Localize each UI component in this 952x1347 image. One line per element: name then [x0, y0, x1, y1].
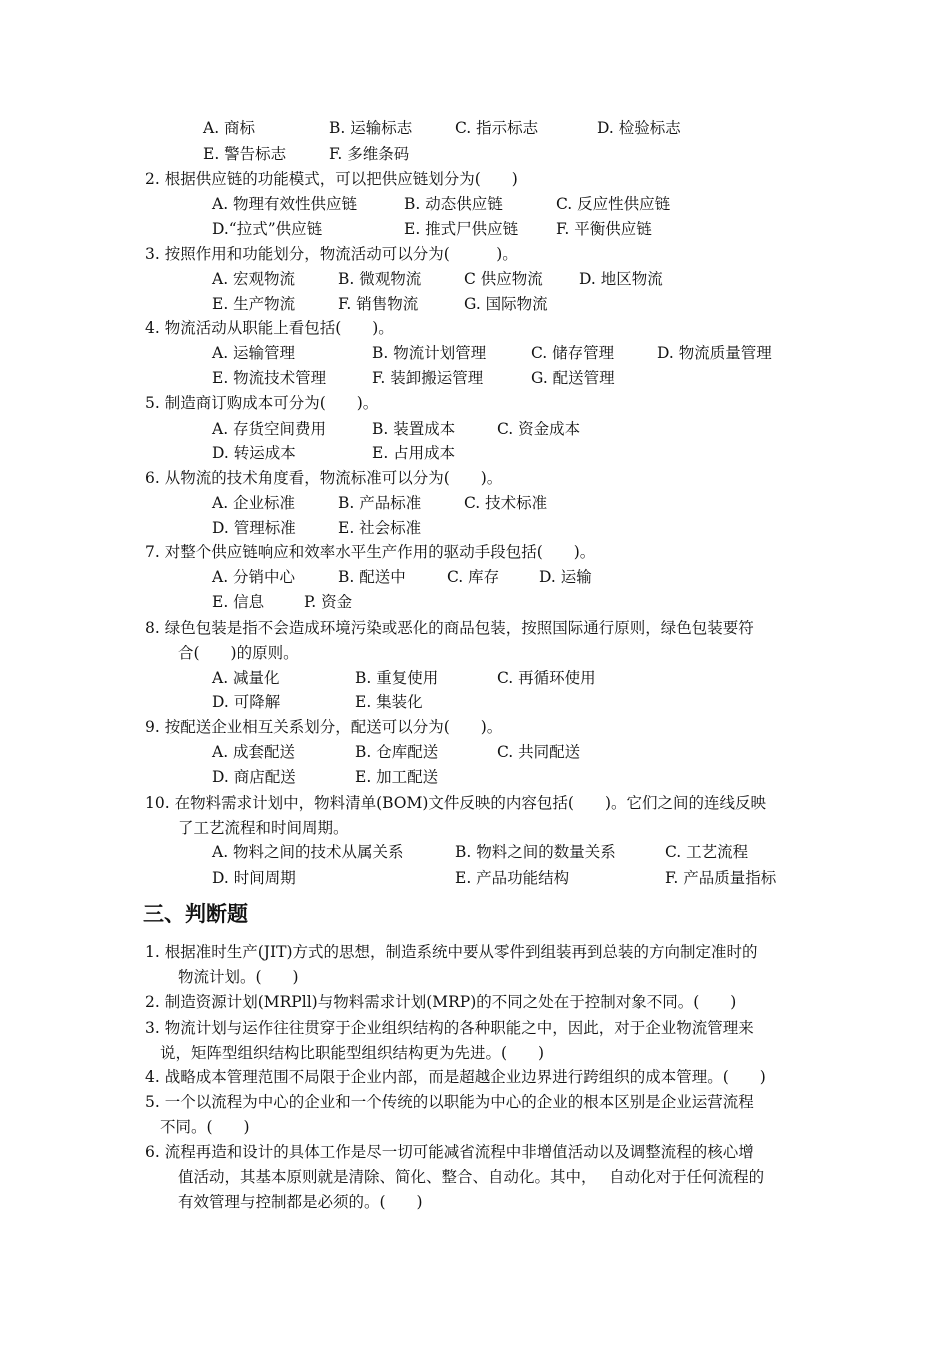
question-10: 10. 在物料需求计划中，物料清单(BOM)文件反映的内容包括( )。它们之间的连线反映 [145, 794, 767, 812]
q9-option-b: B. 仓库配送 [355, 743, 439, 761]
q7-option-f: P. 资金 [304, 593, 353, 611]
q10-option-c: C. 工艺流程 [665, 843, 749, 861]
q1-option-c: C. 指示标志 [455, 119, 539, 137]
question-10-cont: 了工艺流程和时间周期。 [178, 819, 349, 837]
q10-option-a: A. 物料之间的技术从属关系 [212, 843, 404, 861]
q10-option-d: D. 时间周期 [212, 869, 296, 887]
q7-option-e: E. 信息 [212, 593, 265, 611]
q9-option-e: E. 加工配送 [355, 768, 439, 786]
q10-option-b: B. 物料之间的数量关系 [455, 843, 616, 861]
q1-option-d: D. 检验标志 [597, 119, 681, 137]
q5-option-a: A. 存货空间费用 [212, 420, 327, 438]
question-4: 4. 物流活动从职能上看包括( )。 [145, 319, 394, 337]
judge-1: 1. 根据准时生产(JIT)方式的思想，制造系统中要从零件到组装再到总装的方向制定准时的 [145, 943, 758, 961]
q8-option-b: B. 重复使用 [355, 669, 439, 687]
question-3: 3. 按照作用和功能划分，物流活动可以分为( )。 [145, 245, 518, 263]
q9-option-a: A. 成套配送 [212, 743, 296, 761]
judge-4: 4. 战略成本管理范围不局限于企业内部，而是超越企业边界进行跨组织的成本管理。( ) [145, 1068, 766, 1086]
q3-option-e: E. 生产物流 [212, 295, 296, 313]
section-title: 三、判断题 [143, 902, 248, 926]
q1-option-a: A. 商标 [203, 119, 256, 137]
judge-5: 5. 一个以流程为中心的企业和一个传统的以职能为中心的企业的根本区别是企业运营流程 [145, 1093, 754, 1111]
q4-option-f: F. 装卸搬运管理 [372, 369, 484, 387]
q4-option-a: A. 运输管理 [212, 344, 296, 362]
q2-option-b: B. 动态供应链 [404, 195, 503, 213]
q2-option-c: C. 反应性供应链 [556, 195, 671, 213]
q8-option-c: C. 再循环使用 [497, 669, 596, 687]
q10-option-f: F. 产品质量指标 [665, 869, 777, 887]
q3-option-c: C 供应物流 [464, 270, 543, 288]
q6-option-a: A. 企业标准 [212, 494, 296, 512]
q3-option-d: D. 地区物流 [579, 270, 663, 288]
question-8: 8. 绿色包装是指不会造成环境污染或恶化的商品包装，按照国际通行原则，绿色包装要符 [145, 619, 754, 637]
q4-option-b: B. 物流计划管理 [372, 344, 487, 362]
q5-option-d: D. 转运成本 [212, 444, 296, 462]
q5-option-b: B. 装置成本 [372, 420, 456, 438]
q1-option-e: E. 警告标志 [203, 145, 287, 163]
judge-6-cont: 值活动，其基本原则就是清除、简化、整合、自动化。其中， 自动化对于任何流程的 [178, 1168, 765, 1186]
judge-2: 2. 制造资源计划(MRPll)与物料需求计划(MRP)的不同之处在于控制对象不同。( ) [145, 993, 737, 1011]
q4-option-g: G. 配送管理 [531, 369, 615, 387]
judge-3: 3. 物流计划与运作往往贯穿于企业组织结构的各种职能之中，因此，对于企业物流管理来 [145, 1019, 754, 1037]
judge-5-cont: 不同。( ) [160, 1118, 250, 1136]
q1-option-f: F. 多维条码 [329, 145, 410, 163]
q7-option-c: C. 库存 [447, 568, 500, 586]
q7-option-d: D. 运输 [539, 568, 592, 586]
question-8-cont: 合( )的原则。 [178, 644, 299, 662]
question-5: 5. 制造商订购成本可分为( )。 [145, 394, 379, 412]
q6-option-e: E. 社会标准 [338, 519, 422, 537]
q2-option-e: E. 推式尸供应链 [404, 220, 519, 238]
q2-option-a: A. 物理有效性供应链 [212, 195, 358, 213]
q1-option-b: B. 运输标志 [329, 119, 413, 137]
q7-option-a: A. 分销中心 [212, 568, 296, 586]
q5-option-e: E. 占用成本 [372, 444, 456, 462]
q3-option-f: F. 销售物流 [338, 295, 419, 313]
q4-option-d: D. 物流质量管理 [657, 344, 772, 362]
q3-option-a: A. 宏观物流 [212, 270, 296, 288]
judge-1-cont: 物流计划。( ) [178, 968, 299, 986]
q4-option-e: E. 物流技术管理 [212, 369, 327, 387]
question-7: 7. 对整个供应链响应和效率水平生产作用的驱动手段包括( )。 [145, 543, 596, 561]
q4-option-c: C. 储存管理 [531, 344, 615, 362]
judge-6: 6. 流程再造和设计的具体工作是尽一切可能减省流程中非增值活动以及调整流程的核心增 [145, 1143, 754, 1161]
q6-option-c: C. 技术标准 [464, 494, 548, 512]
q6-option-b: B. 产品标准 [338, 494, 422, 512]
question-9: 9. 按配送企业相互关系划分，配送可以分为( )。 [145, 718, 503, 736]
q8-option-d: D. 可降解 [212, 693, 281, 711]
q8-option-e: E. 集装化 [355, 693, 423, 711]
q6-option-d: D. 管理标准 [212, 519, 296, 537]
q9-option-c: C. 共同配送 [497, 743, 581, 761]
q10-option-e: E. 产品功能结构 [455, 869, 570, 887]
q8-option-a: A. 减量化 [212, 669, 280, 687]
judge-6-cont-2: 有效管理与控制都是必须的。( ) [178, 1193, 423, 1211]
q3-option-b: B. 微观物流 [338, 270, 422, 288]
question-6: 6. 从物流的技术角度看，物流标准可以分为( )。 [145, 469, 503, 487]
question-2: 2. 根据供应链的功能模式，可以把供应链划分为( ) [145, 170, 518, 188]
q2-option-f: F. 平衡供应链 [556, 220, 652, 238]
q7-option-b: B. 配送中 [338, 568, 406, 586]
q9-option-d: D. 商店配送 [212, 768, 296, 786]
q5-option-c: C. 资金成本 [497, 420, 581, 438]
q2-option-d: D.“拉式”供应链 [212, 220, 323, 238]
judge-3-cont: 说，矩阵型组织结构比职能型组织结构更为先进。( ) [160, 1044, 545, 1062]
q3-option-g: G. 国际物流 [464, 295, 548, 313]
